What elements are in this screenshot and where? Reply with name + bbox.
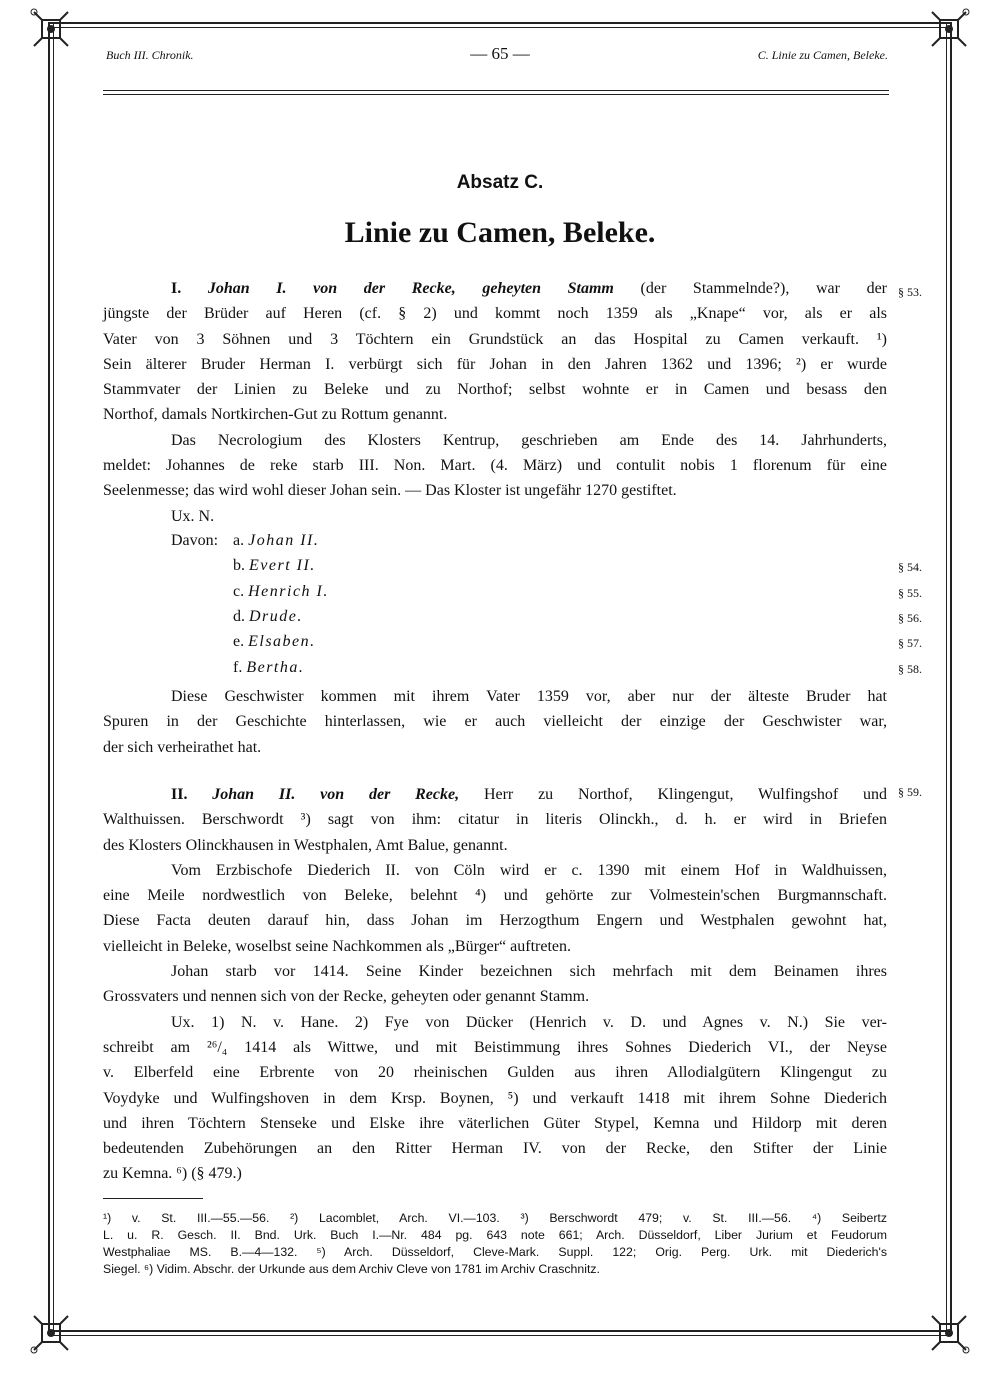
frame-top [48,22,952,24]
child-entry [233,633,316,651]
part2-para4-line: bedeutenden Zubehörungen an den Ritter Herman IV. von der Recke, den Stifter der Linie [103,1140,887,1158]
child-name: Henrich I. [248,582,329,600]
page-title: Linie zu Camen, Beleke. [344,216,656,249]
frame-top-inner [48,27,952,28]
part2-line: Walthuissen. Berschwordt ³) sagt von ihm: citatur in literis Olinckh., d. h. er wird in Briefen [103,811,887,829]
child-name: Bertha. [246,658,305,676]
section-label: Absatz C. [456,172,544,193]
child-letter: f. [233,658,243,676]
child-section-ref: § 57. [898,636,922,651]
part2-para2-line: vielleicht in Beleke, woselbst seine Nachkommen als „Bürger“ auftreten. [103,937,571,955]
part1-name: Johan I. von der Recke, geheyten Stamm [207,280,614,297]
part1-numeral: I. [171,280,182,297]
part1-para2-line: Das Necrologium des Klosters Kentrup, geschrieben am Ende des 14. Jahrhunderts, [171,431,887,449]
frame-bottom [48,1330,952,1332]
part2-para3-line: Grossvaters und nennen sich von der Recke, geheyten oder genannt Stamm. [103,988,590,1006]
child-letter: e. [233,633,245,651]
part1-para3-line: Diese Geschwister kommen mit ihrem Vater 1359 vor, aber nur der älteste Bruder hat [171,688,887,705]
footnote-line: ¹) v. St. III.—55.—56. ²) Lacomblet, Arch. VI.—103. ³) Berschwordt 479; v. St. III.—56. ⁴) Seibertz [103,1211,887,1225]
part2-para3-line: Johan starb vor 1414. Seine Kinder bezeichnen sich mehrfach mit dem Beinamen ihres [171,963,887,981]
running-head-left: Buch III. Chronik. [106,48,194,62]
margin-ref-59: § 59. [898,785,922,799]
ornament-bottom-left-icon [28,1310,74,1356]
part1-first-line [103,276,887,301]
part2-para2-line: Diese Facta deuten darauf hin, dass Johan im Herzogthum Engern und Westphalen gewohnt hat, [103,912,887,930]
footnote-line: Westphaliae MS. B.—4—132. ⁵) Arch. Düsseldorf, Cleve-Mark. Suppl. 122; Orig. Perg. Urk. mit Diederich's [103,1245,887,1259]
part2-para4-line: und ihren Töchtern Stenseke und Elske ihre väterlichen Güter Stypel, Kemna und Hildorp mit deren [103,1114,887,1132]
child-name: Evert II. [249,557,316,575]
footnotes [103,1210,887,1278]
part1-block [103,276,887,529]
part2-block [103,782,887,1187]
child-section-ref: § 54. [898,560,922,575]
child-name: Elsaben. [248,633,316,651]
running-head-right: C. Linie zu Camen, Beleke. [757,48,888,62]
part2-para4-line: Voydyke und Wulfingshoven in dem Krsp. Boynen, ⁵) und verkauft 1418 mit ihrem Sohne Diederich [103,1089,887,1107]
child-letter: a. [233,532,245,549]
part1-para3-line: der sich verheirathet hat. [103,738,262,756]
margin-ref-53: § 53. [898,285,922,299]
child-name: Johan II. [248,532,320,549]
part2-name: Johan II. von der Recke, [212,786,460,803]
header-rule-thin [103,94,889,95]
child-section-ref: § 55. [898,585,922,600]
davon-label: Davon: [171,532,219,549]
child-entry [233,583,329,601]
header-rule [103,90,889,91]
child-entry [233,659,304,677]
part2-numeral: II. [171,786,188,803]
child-letter: d. [233,607,245,625]
child-letter: b. [233,557,245,575]
part2-line: des Klosters Olinckhausen in Westphalen, Amt Balue, genannt. [103,836,508,854]
part2-para2-line: Vom Erzbischofe Diederich II. von Cöln wird er c. 1390 mit einem Hof in Waldhuissen, [171,861,887,879]
part1-line: Stammvater der Linien zu Beleke und zu Northof; selbst wohnte er in Camen und besass den [103,381,887,399]
child-entry [233,532,319,550]
part1-para3-line: Spuren in der Geschichte hinterlassen, wie er auch vielleicht der einzige der Geschwister war, [103,713,887,731]
part1-line-0: (der Stammelnde?), war der [640,280,888,297]
frame-bottom-inner [48,1335,952,1336]
child-entry [233,608,303,626]
part1-line: jüngste der Brüder auf Heren (cf. § 2) und kommt noch 1359 als „Knape“ vor, als er als [103,305,887,323]
part1-para3 [103,684,887,760]
part1-line: Northof, damals Nortkirchen-Gut zu Rottum genannt. [103,406,448,424]
ornament-bottom-right-icon [926,1310,972,1356]
part1-ux: Ux. N. [171,507,215,525]
part2-first-line [103,782,887,807]
footnote-line: Siegel. ⁶) Vidim. Abschr. der Urkunde aus dem Archiv Cleve von 1781 im Archiv Craschnitz. [103,1262,600,1276]
child-name: Drude. [249,607,303,625]
child-section-ref: § 58. [898,661,922,676]
part2-para2-line: eine Meile nordwestlich von Beleke, belehnt ⁴) und gehörte zur Volmestein'schen Burgmannschaft. [103,887,887,905]
child-entry [233,557,316,575]
part1-line: Sein älterer Bruder Herman I. verbürgt sich für Johan in den Jahren 1362 und 1396; ²) er wurde [103,355,887,373]
child-letter: c. [233,582,245,600]
part2-para4-line: Ux. 1) N. v. Hane. 2) Fye von Dücker (Henrich v. D. und Agnes v. N.) Sie ver- [171,1013,887,1031]
part2-line-0: Herr zu Northof, Klingengut, Wulfingshof und [483,786,888,803]
part2-para4-line: v. Elberfeld eine Erbrente von 20 rheinischen Gulden aus ihren Allodialgütern Klingengut zu [103,1064,887,1082]
part1-para2-line: meldet: Johannes de reke starb III. Non. Mart. (4. März) und contulit nobis 1 florenum für eine [103,457,887,475]
footnote-rule [103,1198,203,1199]
part1-line: Vater von 3 Söhnen und 3 Töchtern ein Grundstück an das Hospital zu Camen verkauft. ¹) [103,330,887,348]
part2-para4-line: schreibt am ²⁶/₄ 1414 als Wittwe, und mit Beistimmung ihres Sohnes Diederich VI., der Neyse [103,1038,887,1056]
part1-para2-line: Seelenmesse; das wird wohl dieser Johan sein. — Das Kloster ist ungefähr 1270 gestiftet. [103,482,677,500]
page-number: — 65 — [470,44,530,63]
footnote-line: L. u. R. Gesch. II. Bnd. Urk. Buch I.—Nr. 484 pg. 643 note 661; Arch. Düsseldorf, Liber Jurium et Feudorum [103,1228,887,1242]
child-section-ref: § 56. [898,610,922,625]
part2-para4-line: zu Kemna. ⁶) (§ 479.) [103,1165,242,1183]
